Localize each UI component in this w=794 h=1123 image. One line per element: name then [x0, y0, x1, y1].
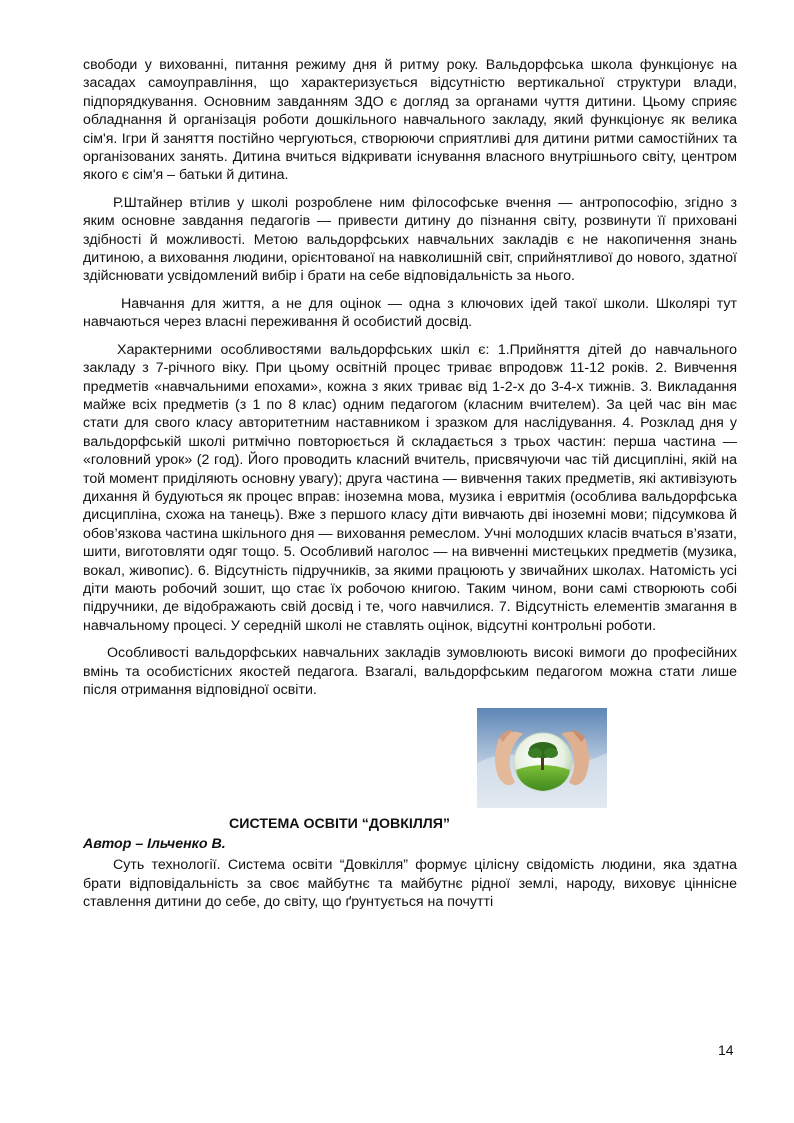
paragraph-technology-essence: Суть технології. Система освіти “Довкілля” формує цілісну свідомість людини, яка здатна брати відповідальність за своє майбутнє та майбутнє рідної землі, народу, виховує ціннісне ставлення дитини до себе, до світу, що ґрунтується на почутті: [83, 857, 737, 911]
paragraph-waldorf-freedom: свободи у вихованні, питання режиму дня й ритму року. Вальдорфська школа функціонує на засадах самоуправління, що характеризується відсутністю вертикальної структури влади, підпорядкування. Основним завданням ЗДО є догляд за органами чуття дитини. Цьому сприяє обладнання й організація роботи дошкільного навчального закладу, який функціонує як велика сім'я. Ігри й заняття постійно чергуються, створюючи сприятливі для дитини ритми самостійних та організованих занять. Дитина вчиться відкривати існування власного внутрішнього світу, центром якого є сім'я – батьки й дитина.: [83, 57, 737, 184]
author-line: Автор – Ільченко В.: [83, 836, 226, 853]
section-heading-row: [83, 708, 737, 836]
paragraph-steiner-anthroposophy: Р.Штайнер втілив у школі розроблене ним філософське вчення — антропософію, згідно з яким основне завдання педагогів — привести дитину до пізнання світу, розвинути її приховані здібності й можливості. Метою вальдорфських навчальних закладів є не накопичення знань дитиною, а виховання людини, орієнтованої на навколишній світ, сприйнятливої до нового, здатної здійснювати усвідомлений вибір і брати на себе відповідальність за нього.: [83, 194, 737, 285]
paragraph-waldorf-features: Характерними особливостями вальдорфських шкіл є: 1.Прийняття дітей до навчального закладу з 7-річного віку. При цьому освітній процес триває впродовж 11-12 років. 2. Вивчення предметів «навчальними епохами», кожна з яких триває від 1-2-х до 3-4-х тижнів. 3. Викладання майже всіх предметів (з 1 по 8 клас) одним педагогом (класним вчителем). За цей час він має стати для свого класу авторитетним наставником і зразком для наслідування. 4. Розклад дня у вальдорфській школі ритмічно повторюється й складається з трьох частин: перша частина — «головний урок» (2 год). Його проводить класний вчитель, присвячуючи час тій дисципліні, якій на той момент приділяють основну увагу); друга частина — вивчення таких предметів, які активізують дихання й будуються як процес вправ: іноземна мова, музика і евритмія (особлива вальдорфська дисципліна, схожа на танець). Вже з першого класу діти вивчають дві іноземні мови; підсумкова й обов’язкова частина шкільного дня — виховання ремеслом. Учні молодших класів вчаться в’язати, шити, виготовляти одяг тощо. 5. Особливий наголос — на вивченні мистецьких предметів (музика, вокал, живопис). 6. Відсутність підручників, за якими працюють у звичайних школах. Натомість усі діти мають робочий зошит, що стає їх робочою книгою. Таким чином, вони самі створюють собі підручники, де відображають свій досвід і те, чого навчилися. 7. Відсутність елементів змагання в навчальному процесі. У середній школі не ставлять оцінок, відсутні контрольні роботи.: [83, 341, 737, 634]
paragraph-teacher-requirements: Особливості вальдорфських навчальних закладів зумовлюють високі вимоги до професійних вмінь та особистісних якостей педагога. Взагалі, вальдорфським педагогом можна стати лише після отримання відповідної освіти.: [83, 645, 737, 698]
paragraph-learning-for-life: Навчання для життя, а не для оцінок — одна з ключових ідей такої школи. Школярі тут навчаються через власні переживання й особистий досвід.: [83, 295, 737, 331]
hands-holding-globe-with-tree-icon: [477, 708, 607, 808]
section-heading: СИСТЕМА ОСВІТИ “ДОВКІЛЛЯ”: [229, 816, 451, 833]
page-content: [83, 56, 737, 921]
page-number: 14: [718, 1042, 734, 1058]
